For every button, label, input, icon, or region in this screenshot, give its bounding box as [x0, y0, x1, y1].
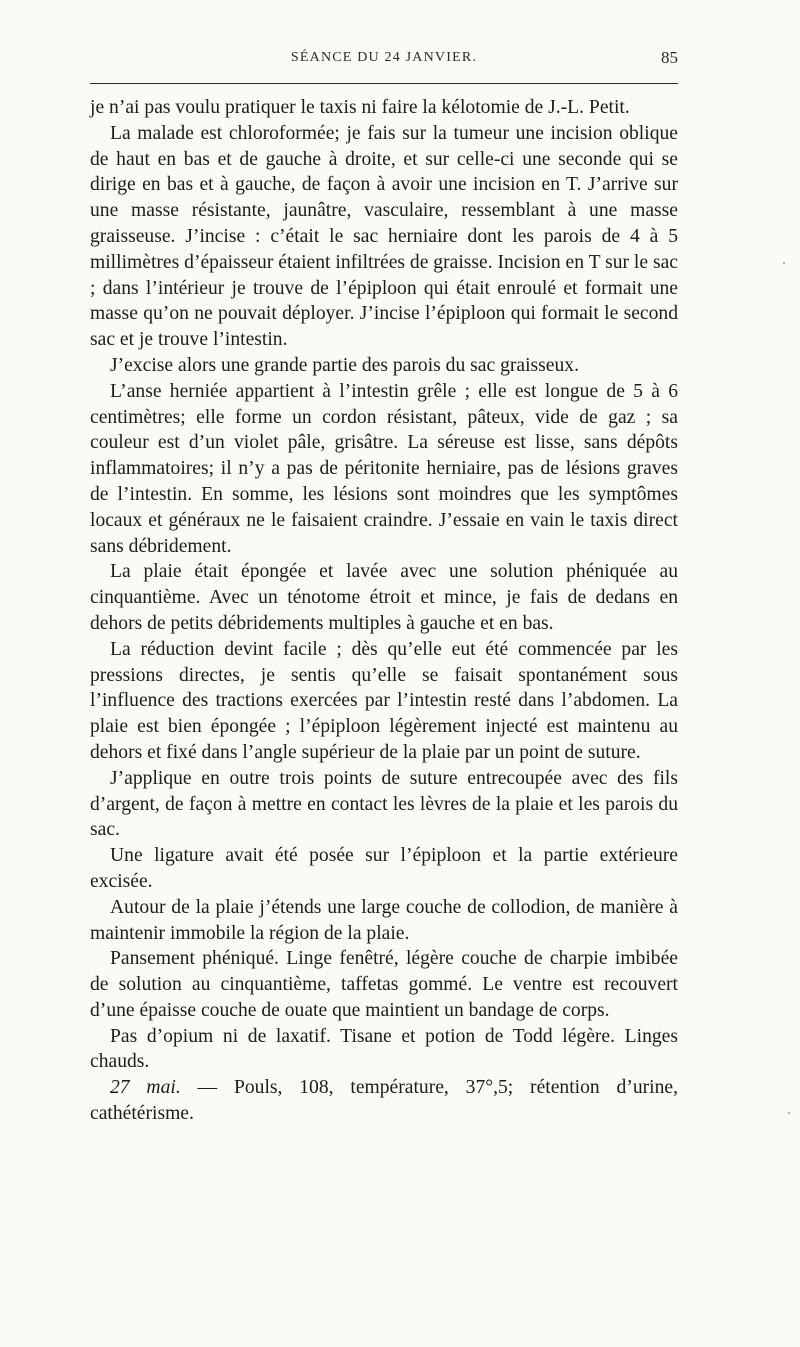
running-title: SÉANCE DU 24 JANVIER.	[290, 50, 478, 65]
paragraph-11: Pas d’opium ni de laxatif. Tisane et potion de Todd légère. Linges chauds.	[90, 1025, 678, 1073]
paragraph-7: J’applique en outre trois points de suture entrecoupée avec des fils d’argent, de façon à mettre en contact les lèvres de la plaie et les parois du sac.	[90, 767, 678, 841]
paragraph-1: je n’ai pas voulu pratiquer le taxis ni faire la kélotomie de J.-L. Petit.	[90, 97, 630, 118]
entry-date: 27 mai.	[110, 1077, 181, 1099]
paper-speck	[788, 1112, 790, 1114]
page-number: 85	[661, 48, 678, 67]
paragraph-6: La réduction devint facile ; dès qu’elle eut été commencée par les pressions directes, je sentis qu’elle se faisait spontanément sous l’influence des tractions exercées par l’intestin resté dans l’abdomen. La plaie est bien épongée ; l’épiploon légèrement injecté est maintenu au dehors et fixé dans l’angle supérieur de la plaie par un point de suture.	[90, 638, 678, 763]
entry-text: — Pouls, 108, température, 37°,5; rétention d’urine, cathétérisme.	[90, 1077, 679, 1125]
paragraph-2: La malade est chloroformée; je fais sur la tumeur une incision oblique de haut en bas et de gauche à droite, et sur celle-ci une seconde qui se dirige en bas et à gauche, de façon à avoir une incision en T. J’arrive sur une masse résistante, jaunâtre, vasculaire, ressemblant à une masse graisseuse. J’incise : c’était le sac herniaire dont les parois de 4 à 5 millimètres d’épaisseur étaient infiltrées de graisse. Incision en T sur le sac ; dans l’intérieur je trouve de l’épiploon qui était enroulé et formait une masse qu’on ne pouvait déployer. J’incise l’épiploon qui formait le second sac et je trouve l’intestin.	[90, 122, 678, 351]
paragraph-4: L’anse herniée appartient à l’intestin grêle ; elle est longue de 5 à 6 centimètres; elle forme un cordon résistant, pâteux, vide de gaz ; sa couleur est d’un violet pâle, grisâtre. La séreuse est lisse, sans dépôts inflammatoires; il n’y a pas de péritonite herniaire, pas de lésions graves de l’intestin. En somme, les lésions sont moindres que les symptômes locaux et généraux ne le faisaient craindre. J’essaie en vain le taxis direct sans débridement.	[90, 380, 678, 557]
paragraph-12	[90, 1075, 678, 1127]
header-rule	[90, 83, 678, 84]
paragraph-5: La plaie était épongée et lavée avec une solution phéniquée au cinquantième. Avec un ténotome étroit et mince, je fais de dedans en dehors de petits débridements multiples à gauche et en bas.	[90, 561, 678, 634]
paper-speck	[783, 262, 785, 264]
paragraph-9: Autour de la plaie j’étends une large couche de collodion, de manière à maintenir immobile la région de la plaie.	[90, 896, 678, 944]
paragraph-8: Une ligature avait été posée sur l’épiploon et la partie extérieure excisée.	[90, 845, 678, 892]
body-text	[90, 95, 678, 1127]
paragraph-3: J’excise alors une grande partie des parois du sac graisseux.	[110, 354, 579, 376]
paragraph-10: Pansement phéniqué. Linge fenêtré, légère couche de charpie imbibée de solution au cinquantième, taffetas gommé. Le ventre est recouvert d’une épaisse couche de ouate que maintient un bandage de corps.	[90, 948, 678, 1021]
running-header	[90, 50, 678, 74]
